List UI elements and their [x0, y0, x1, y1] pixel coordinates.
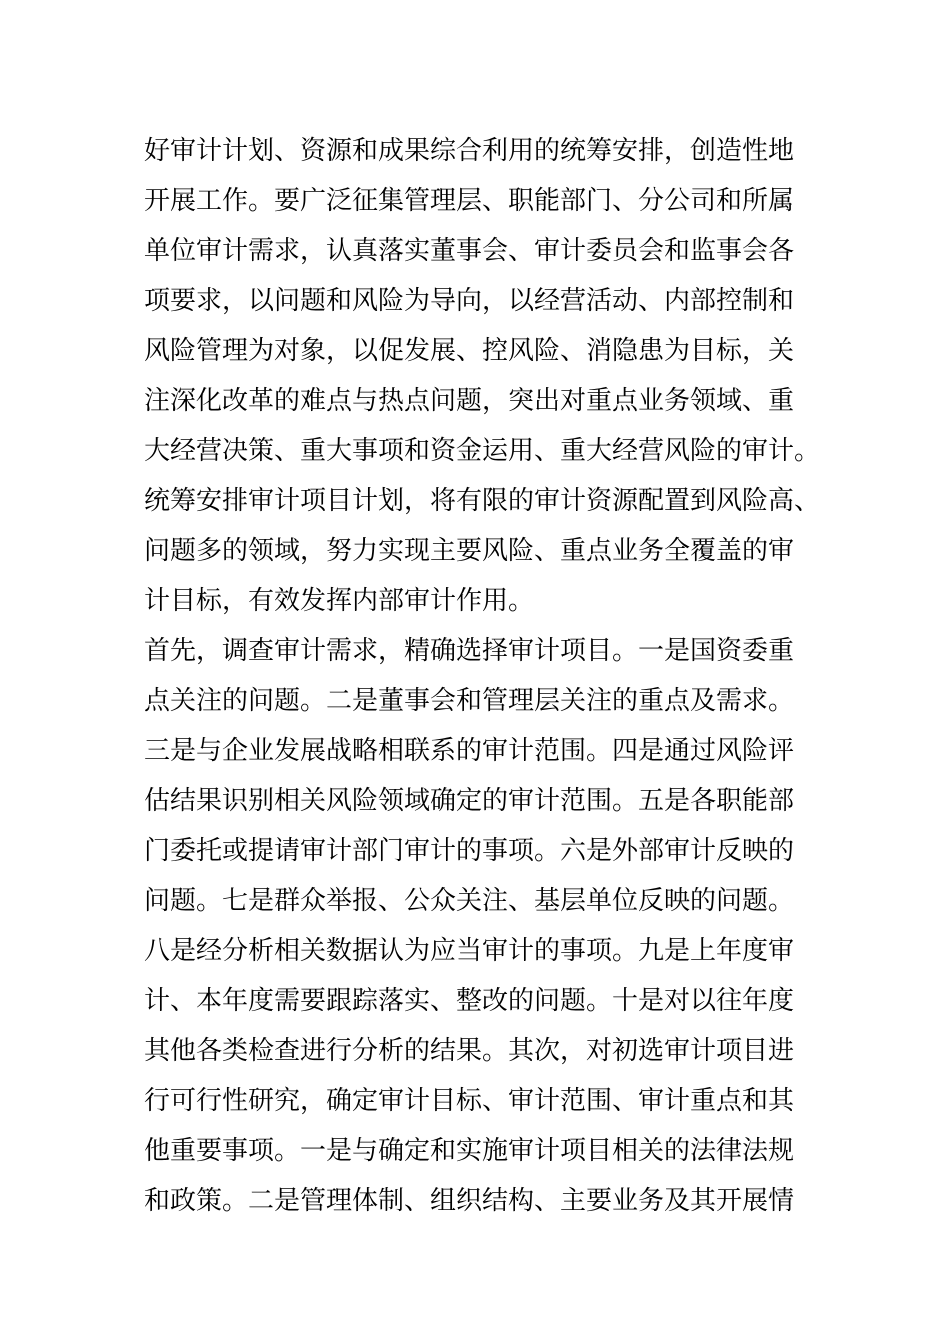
text-line: 门委托或提请审计部门审计的事项。六是外部审计反映的: [144, 836, 795, 866]
text-line: 八是经分析相关数据认为应当审计的事项。九是上年度审: [144, 936, 795, 966]
text-line: 计目标，有效发挥内部审计作用。: [144, 586, 535, 616]
text-line: 计、本年度需要跟踪落实、整改的问题。十是对以往年度: [144, 986, 795, 1016]
text-line: 项要求，以问题和风险为导向，以经营活动、内部控制和: [144, 286, 795, 316]
text-line: 注深化改革的难点与热点问题，突出对重点业务领域、重: [144, 386, 795, 416]
text-line: 点关注的问题。二是董事会和管理层关注的重点及需求。: [144, 686, 795, 716]
text-line: 他重要事项。一是与确定和实施审计项目相关的法律法规: [144, 1136, 795, 1166]
text-line: 问题多的领域，努力实现主要风险、重点业务全覆盖的审: [144, 536, 795, 566]
text-line: 单位审计需求，认真落实董事会、审计委员会和监事会各: [144, 236, 795, 266]
text-line: 开展工作。要广泛征集管理层、职能部门、分公司和所属: [144, 186, 795, 216]
text-line: 好审计计划、资源和成果综合利用的统筹安排，创造性地: [144, 136, 795, 166]
text-line: 和政策。二是管理体制、组织结构、主要业务及其开展情: [144, 1186, 795, 1216]
text-line: 首先，调查审计需求，精确选择审计项目。一是国资委重: [144, 636, 795, 666]
text-line: 行可行性研究，确定审计目标、审计范围、审计重点和其: [144, 1086, 795, 1116]
text-line: 风险管理为对象，以促发展、控风险、消隐患为目标，关: [144, 336, 795, 366]
text-line: 问题。七是群众举报、公众关注、基层单位反映的问题。: [144, 886, 795, 916]
text-line: 统筹安排审计项目计划，将有限的审计资源配置到风险高、: [144, 486, 821, 516]
body-text: [144, 126, 821, 1226]
text-line: 大经营决策、重大事项和资金运用、重大经营风险的审计。: [144, 436, 821, 466]
text-line: 估结果识别相关风险领域确定的审计范围。五是各职能部: [144, 786, 795, 816]
text-line: 三是与企业发展战略相联系的审计范围。四是通过风险评: [144, 736, 795, 766]
text-line: 其他各类检查进行分析的结果。其次，对初选审计项目进: [144, 1036, 795, 1066]
